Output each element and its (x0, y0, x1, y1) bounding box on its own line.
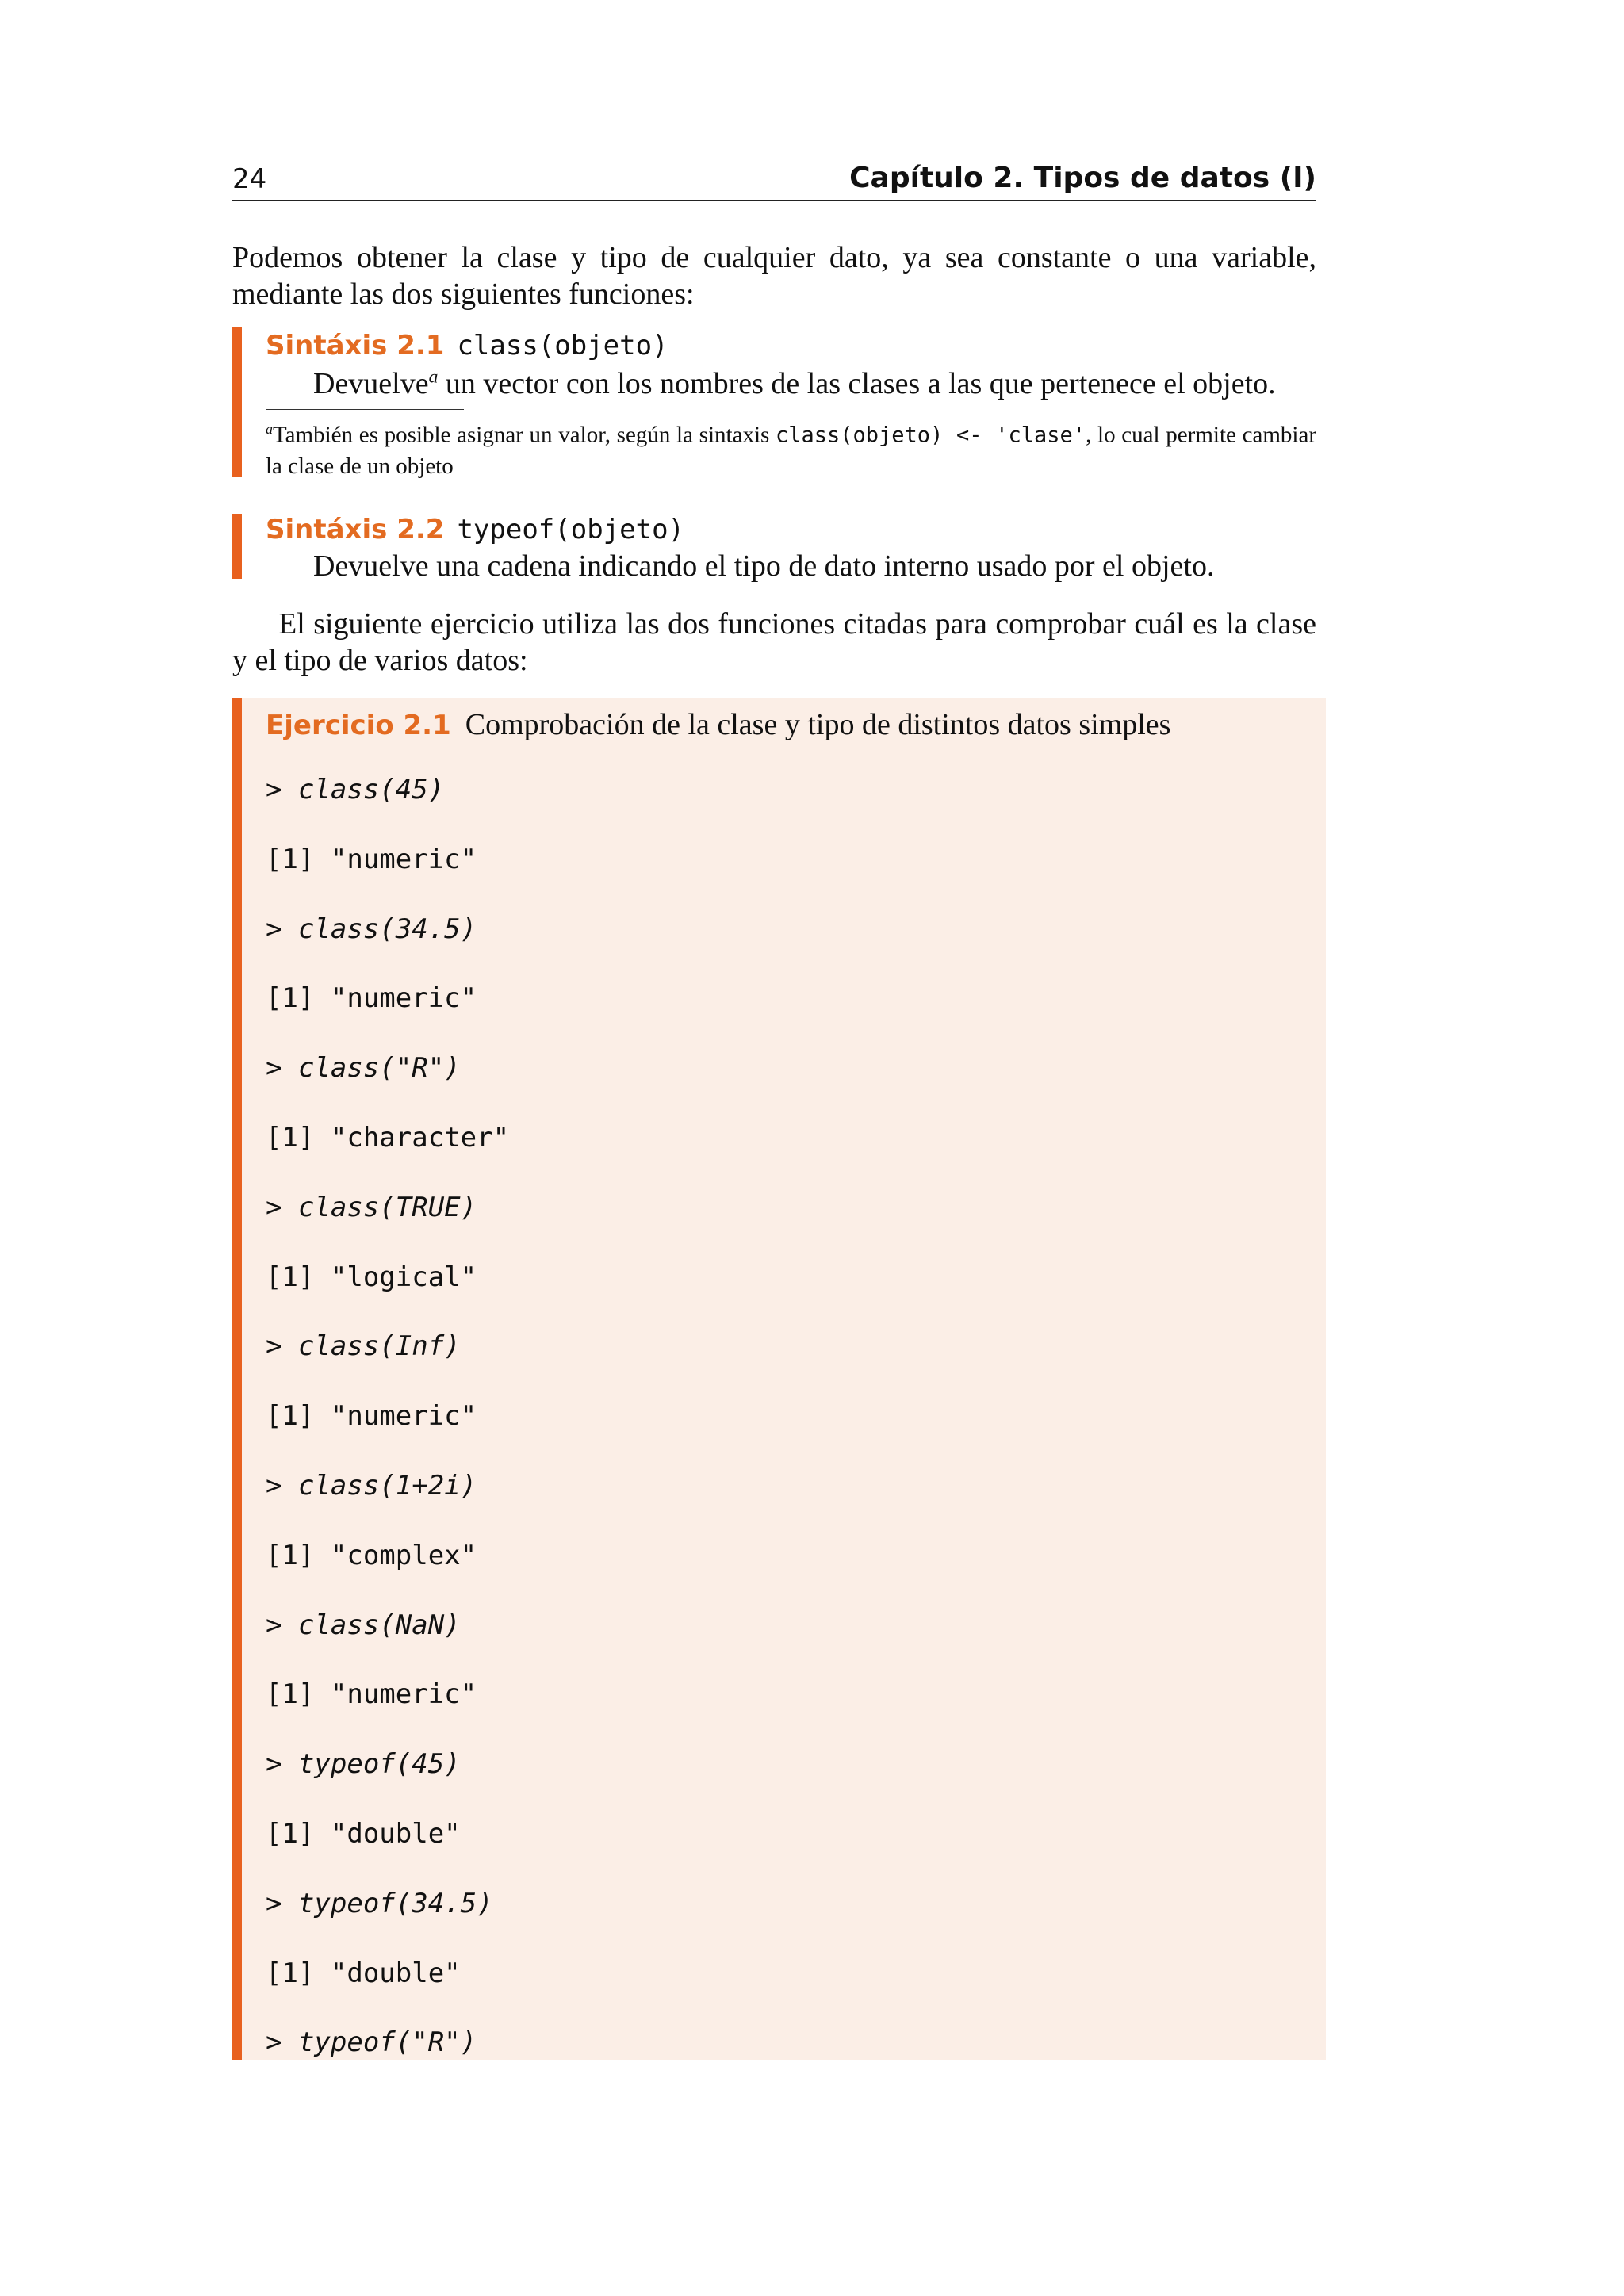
code-input-line: > class(TRUE) (266, 1191, 477, 1223)
footnote (266, 414, 1316, 481)
code-input-line: > typeof("R") (266, 2026, 477, 2059)
exercise-heading (266, 707, 1170, 742)
page-number: 24 (232, 163, 267, 195)
code-output-line: [1] "logical" (266, 1261, 477, 1293)
footnote-text-after: , lo cual permite cambiar la clase de un objeto (266, 422, 1316, 479)
code-input-line: > class(34.5) (266, 913, 477, 945)
code-output-line: [1] "numeric" (266, 982, 477, 1015)
syntax-label: Sintáxis 2.2 (266, 514, 445, 545)
footnote-code: class(objeto) <- 'clase' (776, 423, 1086, 448)
exercise-label: Ejercicio 2.1 (266, 710, 451, 741)
code-input-line: > typeof(34.5) (266, 1887, 493, 1919)
code-output-line: [1] "numeric" (266, 1678, 477, 1711)
footnote-label: a (266, 421, 273, 437)
code-output-line: [1] "numeric" (266, 843, 477, 875)
code-output-line: [1] "character" (266, 1122, 510, 1154)
syntax-heading (266, 330, 668, 362)
footnote-text-before: También es posible asignar un valor, según la sintaxis (272, 422, 776, 448)
footnote-rule (266, 409, 464, 410)
syntax-description: Devuelve una cadena indicando el tipo de dato interno usado por el objeto. (313, 549, 1215, 583)
syntax-code: typeof(objeto) (457, 514, 685, 545)
code-output-line: [1] "double" (266, 1818, 461, 1850)
exercise-title: Comprobación de la clase y tipo de distintos datos simples (465, 708, 1171, 741)
code-input-line: > class(45) (266, 774, 445, 806)
exercise-intro-paragraph: El siguiente ejercicio utiliza las dos funciones citadas para comprobar cuál es la clase y el tipo de varios datos: (232, 607, 1316, 677)
syntax-box-2-1 (232, 327, 1326, 477)
code-input-line: > class(1+2i) (266, 1470, 477, 1502)
code-output-line: [1] "double" (266, 1957, 461, 1989)
code-input-line: > class(NaN) (266, 1609, 461, 1641)
syntax-box-2-2 (232, 514, 1326, 583)
syntax-heading (266, 514, 684, 545)
syntax-label: Sintáxis 2.1 (266, 330, 445, 362)
chapter-title: Capítulo 2. Tipos de datos (I) (849, 162, 1316, 194)
code-input-line: > typeof(45) (266, 1748, 461, 1781)
code-output-line: [1] "complex" (266, 1539, 477, 1571)
code-output-line: [1] "numeric" (266, 1400, 477, 1433)
syntax-desc-after: un vector con los nombres de las clases a las que pertenece el objeto. (438, 367, 1276, 400)
syntax-desc-before: Devuelve (313, 367, 429, 400)
intro-paragraph: Podemos obtener la clase y tipo de cualquier dato, ya sea constante o una variable, mediante las dos siguientes funciones: (232, 241, 1316, 311)
code-input-line: > class("R") (266, 1052, 461, 1085)
running-header (232, 159, 1316, 201)
footnote-mark: a (428, 366, 439, 388)
syntax-code: class(objeto) (457, 330, 668, 362)
code-input-line: > class(Inf) (266, 1330, 461, 1363)
syntax-description (313, 366, 1276, 401)
exercise-box (232, 698, 1326, 2060)
